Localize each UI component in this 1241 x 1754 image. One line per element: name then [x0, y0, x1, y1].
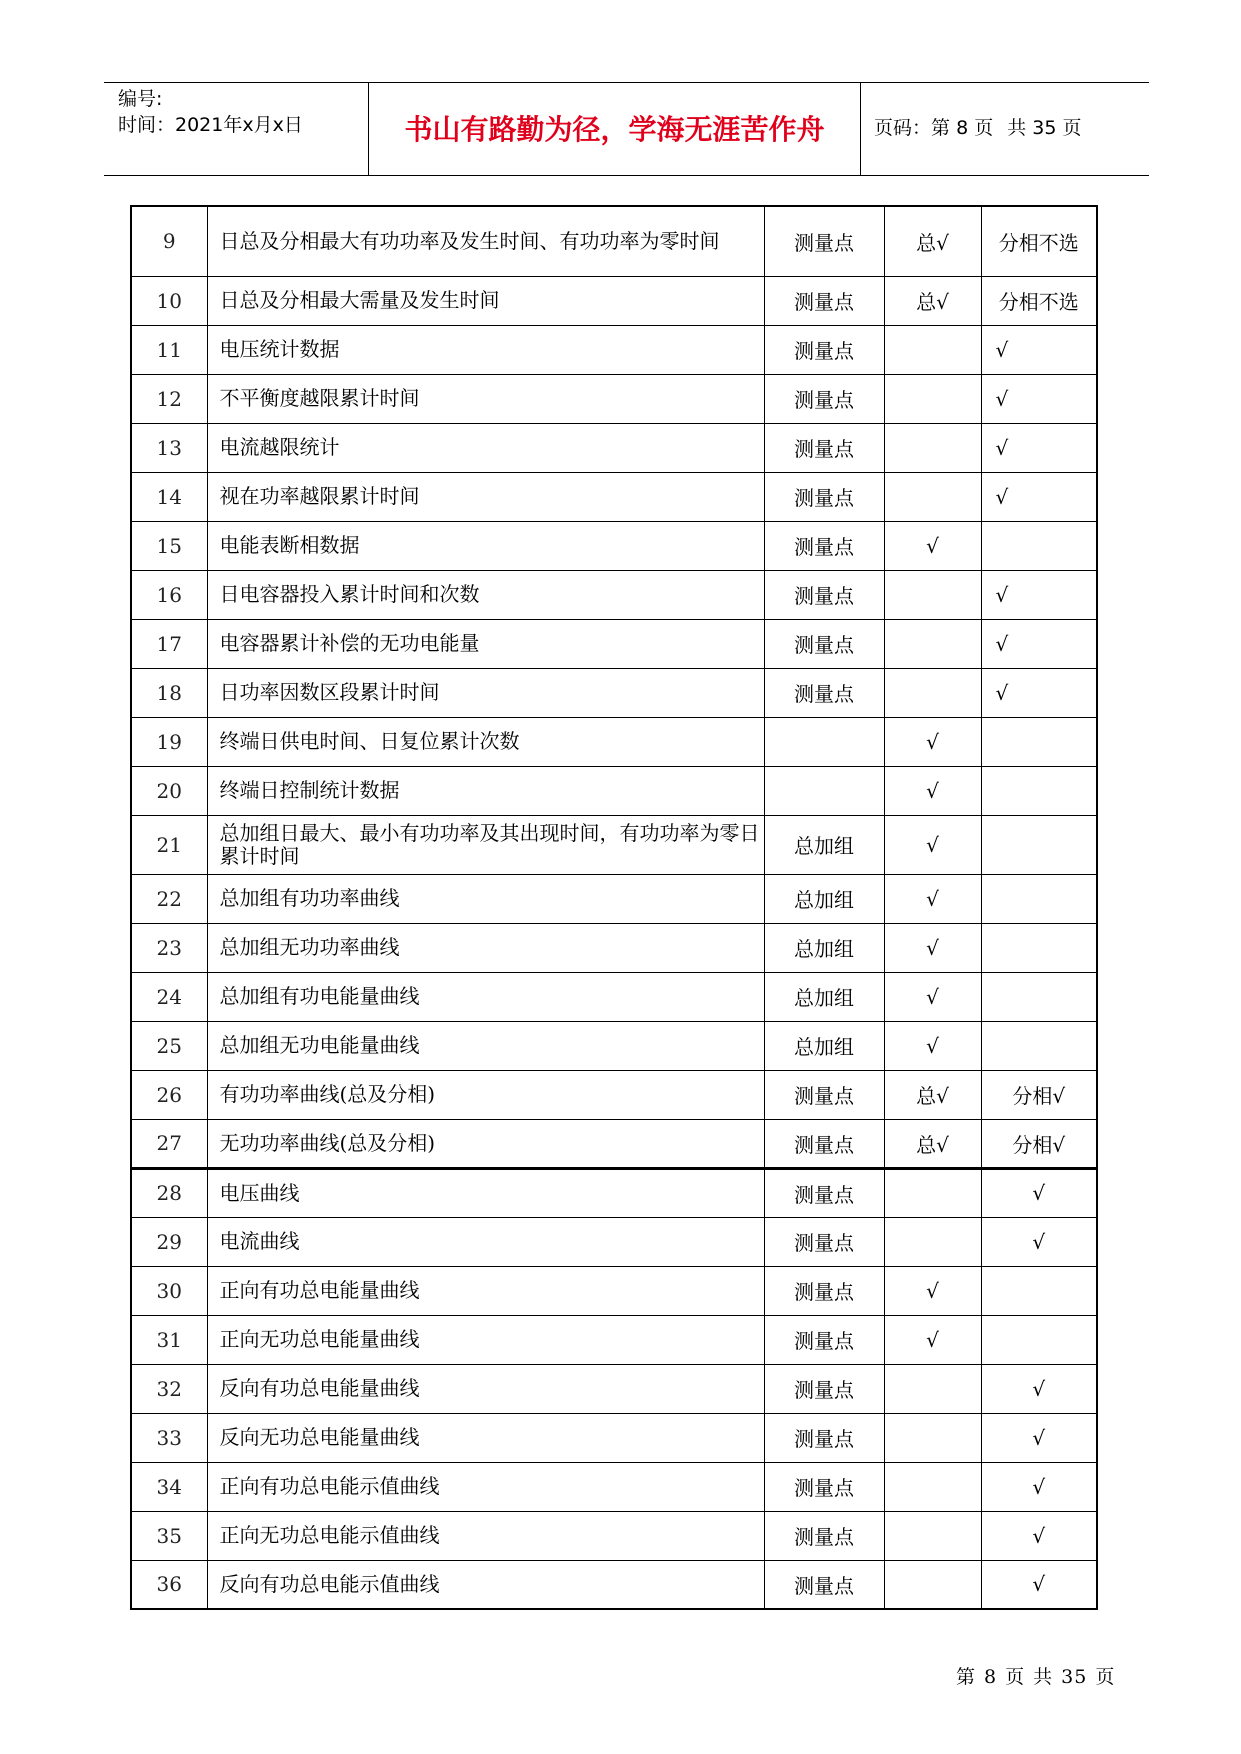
- item-name: 电容器累计补偿的无功电能量: [207, 619, 764, 668]
- select-phase: [981, 1315, 1097, 1364]
- object-type: 测量点: [764, 1413, 884, 1462]
- select-total: √: [884, 1315, 981, 1364]
- object-type: 测量点: [764, 1266, 884, 1315]
- table-row: [131, 1266, 1097, 1315]
- item-name: 有功功率曲线(总及分相): [207, 1070, 764, 1119]
- select-phase: √: [981, 1217, 1097, 1266]
- select-phase: [981, 1021, 1097, 1070]
- item-name: 日电容器投入累计时间和次数: [207, 570, 764, 619]
- table-row: [131, 374, 1097, 423]
- object-type: 测量点: [764, 374, 884, 423]
- table-row: [131, 325, 1097, 374]
- row-number: 23: [131, 923, 207, 972]
- table-row: [131, 619, 1097, 668]
- row-number: 36: [131, 1560, 207, 1609]
- item-name: 反向有功总电能示值曲线: [207, 1560, 764, 1609]
- doc-code-label: 编号:: [118, 88, 163, 110]
- row-number: 20: [131, 766, 207, 815]
- object-type: 测量点: [764, 423, 884, 472]
- item-name: 电压曲线: [207, 1168, 764, 1217]
- object-type: 测量点: [764, 521, 884, 570]
- table-row: [131, 1364, 1097, 1413]
- object-type: 总加组: [764, 1021, 884, 1070]
- object-type: 总加组: [764, 874, 884, 923]
- select-total: √: [884, 923, 981, 972]
- object-type: 测量点: [764, 472, 884, 521]
- row-number: 18: [131, 668, 207, 717]
- item-name: 日总及分相最大有功功率及发生时间、有功功率为零时间: [207, 206, 764, 276]
- item-name: 无功功率曲线(总及分相): [207, 1119, 764, 1168]
- select-total: √: [884, 1266, 981, 1315]
- item-name: 电能表断相数据: [207, 521, 764, 570]
- select-phase: [981, 766, 1097, 815]
- object-type: 测量点: [764, 1070, 884, 1119]
- select-phase: [981, 815, 1097, 874]
- object-type: 测量点: [764, 1462, 884, 1511]
- object-type: 测量点: [764, 1511, 884, 1560]
- footer-page: 8: [984, 1666, 998, 1688]
- row-number: 21: [131, 815, 207, 874]
- total-label: 共: [1007, 117, 1027, 139]
- select-phase: √: [981, 423, 1097, 472]
- row-number: 19: [131, 717, 207, 766]
- row-number: 29: [131, 1217, 207, 1266]
- select-total: √: [884, 874, 981, 923]
- object-type: 测量点: [764, 1217, 884, 1266]
- header-bottom-rule: [104, 175, 1149, 176]
- header-divider-right: [860, 82, 861, 175]
- table-row: [131, 874, 1097, 923]
- object-type: 测量点: [764, 668, 884, 717]
- select-total: [884, 1560, 981, 1609]
- footer-suffix: 页: [1095, 1666, 1116, 1688]
- item-name: 终端日控制统计数据: [207, 766, 764, 815]
- select-total: √: [884, 972, 981, 1021]
- row-number: 24: [131, 972, 207, 1021]
- table-row: [131, 423, 1097, 472]
- select-total: [884, 1462, 981, 1511]
- row-number: 22: [131, 874, 207, 923]
- table-row: [131, 815, 1097, 874]
- row-number: 25: [131, 1021, 207, 1070]
- row-number: 27: [131, 1119, 207, 1168]
- select-phase: [981, 1266, 1097, 1315]
- select-total: 总√: [884, 1119, 981, 1168]
- doc-time-label: 时间：2021年x月x日: [118, 114, 303, 136]
- footer-total: 35: [1061, 1666, 1088, 1688]
- select-phase: √: [981, 570, 1097, 619]
- row-number: 31: [131, 1315, 207, 1364]
- data-items-table: [130, 205, 1098, 1610]
- table-row: [131, 1511, 1097, 1560]
- item-name: 总加组日最大、最小有功功率及其出现时间，有功功率为零日累计时间: [207, 815, 764, 874]
- table-row: [131, 717, 1097, 766]
- select-phase: √: [981, 1560, 1097, 1609]
- object-type: 测量点: [764, 325, 884, 374]
- header-meta: [118, 86, 303, 138]
- table-row: [131, 276, 1097, 325]
- table-row: [131, 472, 1097, 521]
- row-number: 16: [131, 570, 207, 619]
- select-phase: [981, 521, 1097, 570]
- row-number: 13: [131, 423, 207, 472]
- object-type: [764, 766, 884, 815]
- select-phase: √: [981, 1364, 1097, 1413]
- item-name: 电压统计数据: [207, 325, 764, 374]
- item-name: 终端日供电时间、日复位累计次数: [207, 717, 764, 766]
- select-total: 总√: [884, 276, 981, 325]
- table-row: [131, 570, 1097, 619]
- item-name: 反向有功总电能量曲线: [207, 1364, 764, 1413]
- object-type: 测量点: [764, 1364, 884, 1413]
- select-total: √: [884, 717, 981, 766]
- table-row: [131, 1560, 1097, 1609]
- object-type: [764, 717, 884, 766]
- row-number: 35: [131, 1511, 207, 1560]
- table-row: [131, 1070, 1097, 1119]
- item-name: 正向有功总电能示值曲线: [207, 1462, 764, 1511]
- table-row: [131, 972, 1097, 1021]
- select-phase: √: [981, 668, 1097, 717]
- table-row: [131, 1315, 1097, 1364]
- item-name: 正向有功总电能量曲线: [207, 1266, 764, 1315]
- select-phase: [981, 972, 1097, 1021]
- object-type: 测量点: [764, 570, 884, 619]
- select-total: 总√: [884, 1070, 981, 1119]
- item-name: 正向无功总电能示值曲线: [207, 1511, 764, 1560]
- row-number: 15: [131, 521, 207, 570]
- table-row: [131, 766, 1097, 815]
- select-total: [884, 668, 981, 717]
- row-number: 14: [131, 472, 207, 521]
- table-row: [131, 521, 1097, 570]
- item-name: 日功率因数区段累计时间: [207, 668, 764, 717]
- select-total: [884, 619, 981, 668]
- table-row: [131, 1119, 1097, 1168]
- item-name: 电流曲线: [207, 1217, 764, 1266]
- footer-prefix: 第: [956, 1666, 977, 1688]
- select-total: [884, 1413, 981, 1462]
- select-total: √: [884, 815, 981, 874]
- select-phase: √: [981, 374, 1097, 423]
- row-number: 17: [131, 619, 207, 668]
- select-phase: √: [981, 1511, 1097, 1560]
- select-phase: √: [981, 1413, 1097, 1462]
- select-total: √: [884, 1021, 981, 1070]
- object-type: 测量点: [764, 1315, 884, 1364]
- select-total: [884, 1511, 981, 1560]
- footer-total-prefix: 共: [1033, 1666, 1054, 1688]
- object-type: 总加组: [764, 815, 884, 874]
- select-phase: 分相不选: [981, 206, 1097, 276]
- select-phase: 分相√: [981, 1070, 1097, 1119]
- select-phase: √: [981, 472, 1097, 521]
- page-footer: [956, 1662, 1123, 1689]
- object-type: 测量点: [764, 1119, 884, 1168]
- select-phase: √: [981, 1462, 1097, 1511]
- row-number: 11: [131, 325, 207, 374]
- select-total: [884, 1364, 981, 1413]
- row-number: 26: [131, 1070, 207, 1119]
- row-number: 28: [131, 1168, 207, 1217]
- select-total: 总√: [884, 206, 981, 276]
- total-number: 35: [1032, 117, 1057, 139]
- table-row: [131, 668, 1097, 717]
- footer-mid: 页: [1005, 1666, 1026, 1688]
- object-type: 总加组: [764, 923, 884, 972]
- header-page-info: [874, 114, 1082, 142]
- select-total: [884, 1168, 981, 1217]
- item-name: 总加组有功功率曲线: [207, 874, 764, 923]
- row-number: 34: [131, 1462, 207, 1511]
- select-total: [884, 570, 981, 619]
- object-type: 总加组: [764, 972, 884, 1021]
- row-number: 32: [131, 1364, 207, 1413]
- select-phase: √: [981, 1168, 1097, 1217]
- select-phase: [981, 717, 1097, 766]
- page-mid: 页: [974, 117, 994, 139]
- select-total: [884, 472, 981, 521]
- select-total: √: [884, 521, 981, 570]
- object-type: 测量点: [764, 1560, 884, 1609]
- select-phase: 分相√: [981, 1119, 1097, 1168]
- row-number: 12: [131, 374, 207, 423]
- select-total: [884, 423, 981, 472]
- row-number: 9: [131, 206, 207, 276]
- item-name: 总加组无功功率曲线: [207, 923, 764, 972]
- select-phase: √: [981, 619, 1097, 668]
- item-name: 总加组无功电能量曲线: [207, 1021, 764, 1070]
- table-row: [131, 1413, 1097, 1462]
- object-type: 测量点: [764, 276, 884, 325]
- header-top-rule: [104, 82, 1149, 83]
- select-total: √: [884, 766, 981, 815]
- object-type: 测量点: [764, 619, 884, 668]
- row-number: 33: [131, 1413, 207, 1462]
- select-total: [884, 1217, 981, 1266]
- select-phase: 分相不选: [981, 276, 1097, 325]
- row-number: 30: [131, 1266, 207, 1315]
- item-name: 视在功率越限累计时间: [207, 472, 764, 521]
- header-motto: 书山有路勤为径，学海无涯苦作舟: [404, 113, 825, 146]
- table-row: [131, 1217, 1097, 1266]
- select-phase: [981, 923, 1097, 972]
- table-row: [131, 923, 1097, 972]
- row-number: 10: [131, 276, 207, 325]
- table-row: [131, 1021, 1097, 1070]
- item-name: 不平衡度越限累计时间: [207, 374, 764, 423]
- select-total: [884, 325, 981, 374]
- select-phase: [981, 874, 1097, 923]
- item-name: 正向无功总电能量曲线: [207, 1315, 764, 1364]
- page-label: 页码：第: [874, 117, 951, 139]
- object-type: 测量点: [764, 1168, 884, 1217]
- select-phase: √: [981, 325, 1097, 374]
- object-type: 测量点: [764, 206, 884, 276]
- item-name: 反向无功总电能量曲线: [207, 1413, 764, 1462]
- table-body: [131, 206, 1097, 1609]
- item-name: 日总及分相最大需量及发生时间: [207, 276, 764, 325]
- table-row: [131, 1168, 1097, 1217]
- total-suffix: 页: [1062, 117, 1082, 139]
- select-total: [884, 374, 981, 423]
- item-name: 电流越限统计: [207, 423, 764, 472]
- page-number: 8: [956, 117, 969, 139]
- item-name: 总加组有功电能量曲线: [207, 972, 764, 1021]
- table-row: [131, 206, 1097, 276]
- table-row: [131, 1462, 1097, 1511]
